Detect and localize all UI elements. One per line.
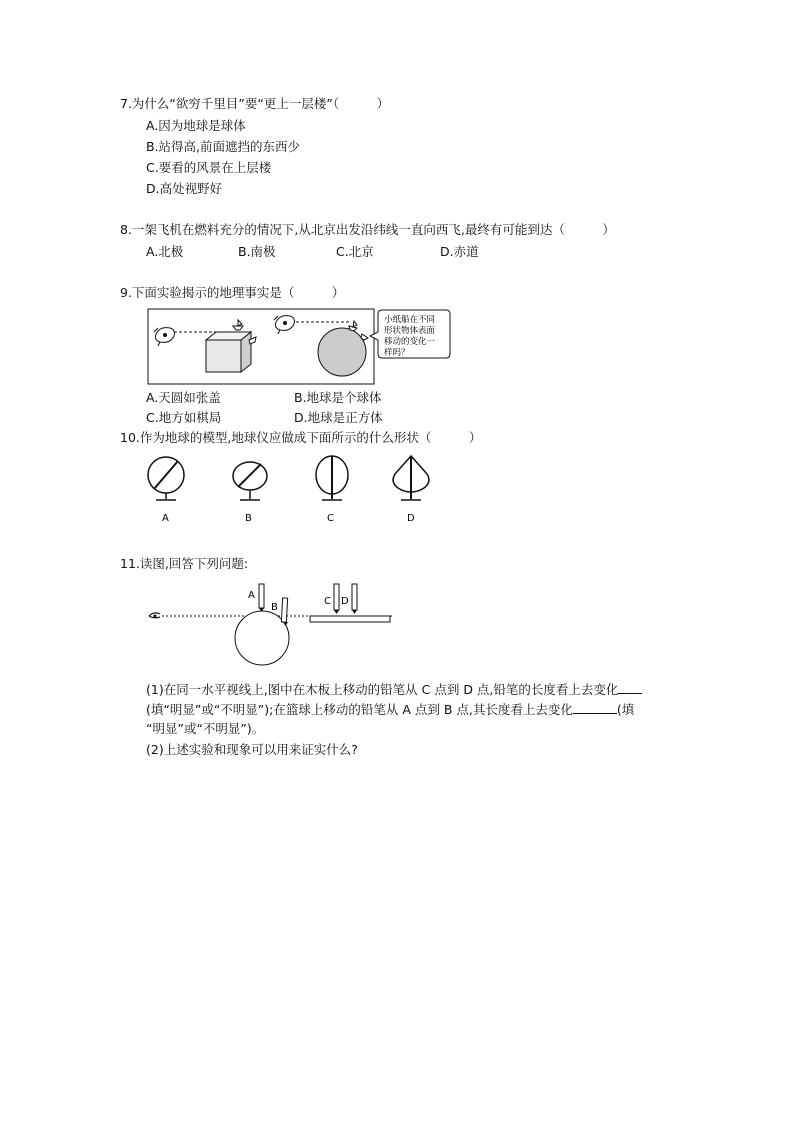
point-label-d: D [341,596,349,607]
globe-shape-b [233,462,267,524]
eye-icon [149,613,160,618]
q9-option-a: A.天圆如张盖 [146,390,221,405]
q9-stem: 9.下面实验揭示的地理事实是（ ） [120,285,345,300]
shape-label-c: C [327,513,334,524]
shape-label-a: A [162,513,169,524]
bubble-line-3: 移动的变化一 [384,337,436,347]
point-label-b: B [271,602,278,613]
q9-option-d: D.地球是正方体 [294,410,383,425]
q11-part1-text1: (1)在同一水平视线上,图中在木板上移动的铅笔从 C 点到 D 点,铅笔的长度看上去变化 [146,682,619,697]
q8-option-a: A.北极 [146,244,184,259]
bubble-line-1: 小纸船在不同 [384,315,436,325]
wooden-board-shape [310,616,390,622]
q7-option-c: C.要看的风景在上层楼 [146,160,272,175]
q7-option-d: D.高处视野好 [146,181,223,196]
globe-shape-c [316,456,348,524]
q7-option-a: A.因为地球是球体 [146,118,246,133]
pencil-a-icon [259,584,264,612]
globe-shape-a [148,457,184,524]
q11-pencil-figure [144,578,396,670]
q9-option-c: C.地方如棋局 [146,410,222,425]
q11-part1-line2 [146,701,634,718]
answer-blank-1[interactable] [618,681,642,694]
q7-option-b: B.站得高,前面遮挡的东西少 [146,139,301,154]
q11-part1-text2-end: (填 [616,702,635,717]
sphere-shape [318,328,366,376]
cube-shape [206,332,251,372]
q7-stem: 7.为什么“欲穷千里目”要“更上一层楼”（ ） [120,96,390,111]
q8-option-d: D.赤道 [440,244,479,259]
eye-icon [154,328,175,346]
globe-shape-d [393,456,429,524]
point-label-a: A [248,590,255,601]
q11-part2: (2)上述实验和现象可以用来证实什么? [146,742,358,757]
q10-globe-shapes [140,452,440,526]
shape-label-d: D [407,513,415,524]
pencil-b-icon [281,598,288,626]
answer-blank-2[interactable] [573,701,617,714]
q9-experiment-figure [146,306,452,388]
q9-option-b: B.地球是个球体 [294,390,382,405]
basketball-shape [235,611,289,665]
pencil-d-icon [352,584,357,614]
q11-part1-line1 [146,681,642,698]
q11-stem: 11.读图,回答下列问题: [120,556,249,571]
point-label-c: C [324,596,331,607]
q8-option-c: C.北京 [336,244,374,259]
pencil-c-icon [334,584,339,614]
q8-stem: 8.一架飞机在燃料充分的情况下,从北京出发沿纬线一直向西飞,最终有可能到达（ ） [120,222,615,237]
eye-icon [274,316,295,334]
q10-stem: 10.作为地球的模型,地球仪应做成下面所示的什么形状（ ） [120,430,482,445]
shape-label-b: B [245,513,252,524]
bubble-line-4: 样吗？ [384,348,410,358]
bubble-line-2: 形状物体表面 [384,326,436,336]
q11-part1-text2: (填“明显”或“不明显”);在篮球上移动的铅笔从 A 点到 B 点,其长度看上去变化 [146,702,573,717]
q8-option-b: B.南极 [238,244,276,259]
q11-part1-line3: “明显”或“不明显”)。 [146,721,265,736]
